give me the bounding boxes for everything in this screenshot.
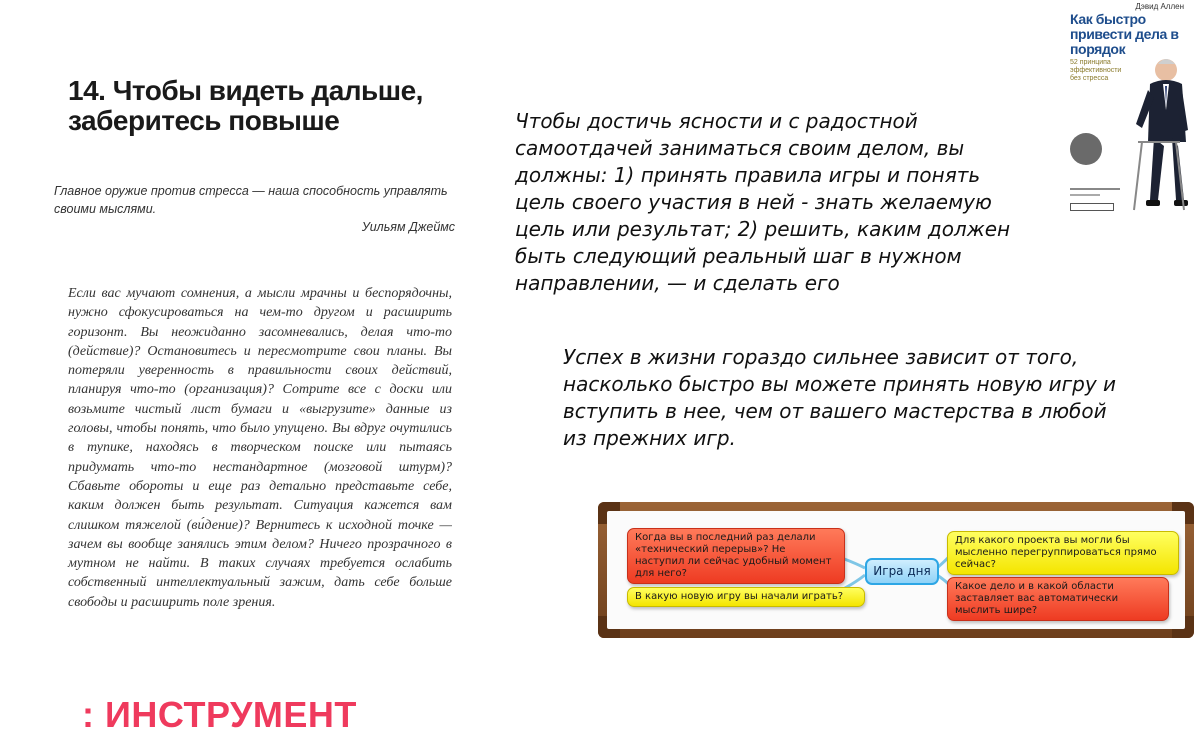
mindmap-node: Когда вы в последний раз делали «технический перерыв»? Не наступил ли сейчас удобный момент для него? [627, 528, 845, 584]
cover-text-line [1070, 194, 1100, 196]
mindmap-node: Какое дело и в какой области заставляет вас автоматически мыслить шире? [947, 577, 1169, 621]
epigraph-author: Уильям Джеймс [361, 220, 455, 234]
body-text: Если вас мучают сомнения, а мысли мрачны и беспорядочны, нужно сфокусироваться на чем-то другом и расширить горизонт. Вы неожиданно засомневались, делая что-то (действие)? Остановитесь и пересмотрите свои планы. Вы потеряли уверенность в правильности своих действий, планируя что-то (организация)? Сотрите все с доски или возьмите чистый лист бумаги и «выгрузите» данные из головы, чтобы понять, что было упущено. Вы вдруг очутились в тупике, находясь в творческом поиске или пытаясь придумать что-то нестандартное (мозговой штурм)? Сбавьте обороты и еще раз детально представьте себе, каким должен быть результат. Ситуация кажется вам слишком тяжелой (ви́дение)? Вернитесь к исходной точке — зачем вы вообще занялись этим делом? Ничего прозрачного в мутном не найти. В таких случаях требуется ослабить собственный интеллектуальный зажим, дать себе больше свободы и расширить поле зрения. [68, 286, 452, 610]
book-cover [1066, 0, 1190, 218]
quote-success: Успех в жизни гораздо сильнее зависит от того, насколько быстро вы можете принять новую игру и вступить в нее, чем от вашего мастерства в любой из прежних игр. [563, 345, 1117, 450]
mindmap-board [598, 502, 1194, 638]
mindmap-canvas [607, 511, 1185, 629]
cover-author: Дэвид Аллен [1135, 2, 1184, 11]
epigraph: Главное оружие против стресса — наша способность управлять своими мыслями. [54, 184, 448, 216]
mindmap-node: В какую новую игру вы начали играть? [627, 587, 865, 607]
cover-badge [1070, 133, 1102, 165]
quote-clarity: Чтобы достичь ясности и с радостной самоотдачей заниматься своим делом, вы должны: 1) принять правила игры и понять цель своего участия в ней - знать желаемую цель или результат; 2) решить, каким должен быть следующий реальный шаг в нужном направлении, — и сделать его [515, 109, 1011, 295]
cover-text-line [1070, 188, 1120, 190]
cover-title: Как быстро привести дела в порядок [1070, 11, 1179, 57]
tool-label: : ИНСТРУМЕНТ [82, 694, 357, 735]
mindmap-center-node: Игра дня [865, 558, 939, 585]
chapter-heading: 14. Чтобы видеть дальше, заберитесь повыше [68, 75, 423, 136]
mindmap-node: Для какого проекта вы могли бы мысленно перегруппироваться прямо сейчас? [947, 531, 1179, 575]
cover-man-illustration [1128, 50, 1190, 218]
cover-subtitle: 52 принципа эффективности без стресса [1070, 59, 1122, 82]
cover-publisher-mark [1070, 203, 1114, 211]
